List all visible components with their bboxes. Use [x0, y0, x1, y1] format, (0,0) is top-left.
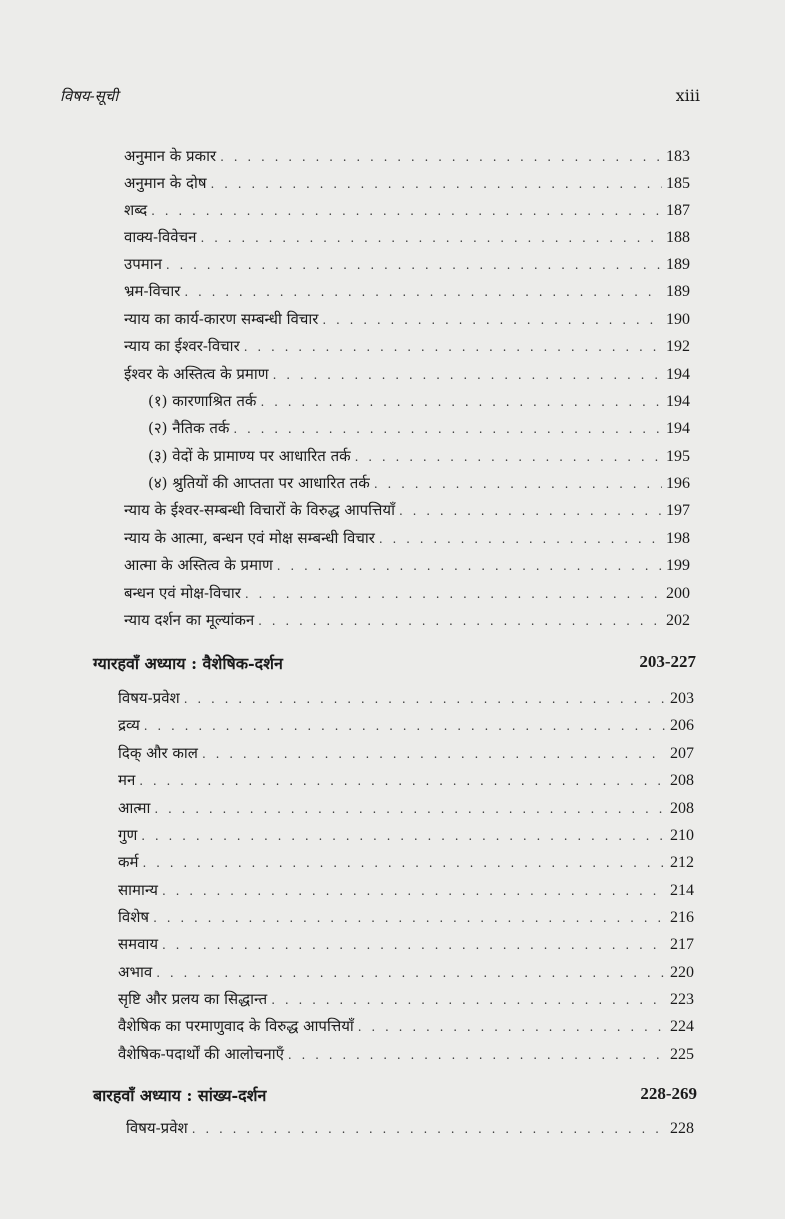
toc-entry-page: 224 — [670, 1018, 694, 1035]
toc-entry-page: 208 — [670, 772, 694, 789]
toc-entry[interactable] — [148, 446, 690, 470]
dot-leader — [154, 802, 666, 816]
toc-entry[interactable] — [118, 825, 694, 849]
dot-leader — [202, 747, 666, 761]
running-head-title: विषय-सूची — [60, 87, 119, 105]
toc-entry-title: विशेष — [118, 908, 150, 926]
toc-entry[interactable] — [118, 688, 694, 712]
toc-entry[interactable] — [124, 555, 690, 579]
toc-entry[interactable] — [118, 962, 694, 986]
dot-leader — [288, 1048, 666, 1062]
toc-entry-title: गुण — [118, 826, 138, 844]
dot-leader — [162, 938, 666, 952]
dot-leader — [162, 884, 666, 898]
toc-entry-page: 190 — [666, 311, 690, 328]
chapter-heading-12[interactable] — [93, 1084, 697, 1110]
dot-leader — [156, 966, 666, 980]
toc-entry-page: 192 — [666, 338, 690, 355]
dot-leader — [211, 177, 662, 191]
toc-entry-title: समवाय — [118, 935, 159, 953]
dot-leader — [260, 395, 662, 409]
toc-entry-title: अनुमान के दोष — [124, 174, 207, 192]
toc-entry[interactable] — [118, 1044, 694, 1068]
toc-entry[interactable] — [124, 254, 690, 278]
toc-entry[interactable] — [148, 391, 690, 415]
toc-entry-title: ईश्वर के अस्तित्व के प्रमाण — [124, 365, 269, 383]
toc-entry-page: 198 — [666, 530, 690, 547]
toc-entry[interactable] — [124, 500, 690, 524]
dot-leader — [379, 532, 662, 546]
toc-entry-title: उपमान — [124, 255, 162, 273]
dot-leader — [271, 993, 666, 1007]
toc-entry-title: सृष्टि और प्रलय का सिद्धान्त — [118, 990, 268, 1008]
dot-leader — [192, 1122, 666, 1136]
toc-entry[interactable] — [124, 146, 690, 170]
dot-leader — [355, 450, 662, 464]
toc-entry-page: 203 — [670, 690, 694, 707]
toc-entry[interactable] — [118, 743, 694, 767]
toc-entry[interactable] — [118, 989, 694, 1013]
toc-entry-title: आत्मा — [118, 799, 151, 817]
toc-entry-page: 206 — [670, 717, 694, 734]
dot-leader — [244, 340, 662, 354]
toc-entry[interactable] — [124, 583, 690, 607]
toc-entry-page: 200 — [666, 585, 690, 602]
dot-leader — [374, 477, 662, 491]
toc-entry[interactable] — [118, 798, 694, 822]
toc-entry-title: विषय-प्रवेश — [118, 689, 180, 707]
toc-entry-page: 212 — [670, 854, 694, 871]
toc-entry-page: 217 — [670, 936, 694, 953]
toc-entry-page: 223 — [670, 991, 694, 1008]
toc-entry-page: 185 — [666, 175, 690, 192]
toc-entry-page: 208 — [670, 800, 694, 817]
toc-entry-page: 228 — [670, 1120, 694, 1137]
dot-leader — [277, 559, 662, 573]
toc-entry-title: वैशेषिक-पदार्थों की आलोचनाएँ — [118, 1045, 284, 1063]
dot-leader — [141, 829, 666, 843]
toc-entry-page: 196 — [666, 475, 690, 492]
running-head — [60, 86, 700, 114]
dot-leader — [151, 204, 662, 218]
toc-entry-title: द्रव्य — [118, 716, 140, 734]
toc-entry[interactable] — [118, 907, 694, 931]
toc-entry-title: अनुमान के प्रकार — [124, 147, 217, 165]
toc-entry[interactable] — [124, 173, 690, 197]
dot-leader — [258, 614, 662, 628]
toc-entry-title: कर्म — [118, 853, 139, 871]
toc-entry-page: 194 — [666, 420, 690, 437]
toc-entry-title: विषय-प्रवेश — [126, 1119, 188, 1137]
toc-entry[interactable] — [124, 227, 690, 251]
toc-entry-page: 202 — [666, 612, 690, 629]
toc-entry-title: दिक् और काल — [118, 744, 198, 762]
chapter-title: ग्यारहवाँ अध्याय : वैशेषिक-दर्शन — [93, 654, 283, 673]
toc-entry-title: वाक्य-विवेचन — [124, 228, 197, 246]
toc-entry-page: 225 — [670, 1046, 694, 1063]
toc-entry[interactable] — [124, 309, 690, 333]
toc-entry-title: आत्मा के अस्तित्व के प्रमाण — [124, 556, 273, 574]
dot-leader — [184, 692, 666, 706]
dot-leader — [358, 1020, 666, 1034]
toc-entry-title: न्याय का ईश्वर-विचार — [124, 337, 240, 355]
toc-entry-page: 195 — [666, 448, 690, 465]
dot-leader — [153, 911, 666, 925]
toc-entry-title: अभाव — [118, 963, 153, 981]
dot-leader — [399, 504, 662, 518]
dot-leader — [245, 587, 662, 601]
toc-entry[interactable] — [118, 852, 694, 876]
toc-entry-title: न्याय दर्शन का मूल्यांकन — [124, 611, 255, 629]
toc-entry-title: न्याय के आत्मा, बन्धन एवं मोक्ष सम्बन्धी विचार — [124, 529, 375, 547]
toc-entry[interactable] — [126, 1118, 694, 1142]
toc-entry-title: (४) श्रुतियों की आप्तता पर आधारित तर्क — [148, 474, 370, 492]
toc-entry-title: (३) वेदों के प्रामाण्य पर आधारित तर्क — [148, 447, 351, 465]
toc-entry-title: मन — [118, 771, 136, 789]
toc-entry-page: 189 — [666, 283, 690, 300]
toc-entry-title: वैशेषिक का परमाणुवाद के विरुद्ध आपत्तियाँ — [118, 1017, 354, 1035]
page-number-roman: xiii — [675, 86, 700, 105]
dot-leader — [144, 719, 666, 733]
toc-entry-title: न्याय का कार्य-कारण सम्बन्धी विचार — [124, 310, 319, 328]
toc-entry-page: 194 — [666, 366, 690, 383]
toc-entry-page: 183 — [666, 148, 690, 165]
chapter-page-range: 228-269 — [640, 1084, 697, 1103]
toc-entry-title: शब्द — [124, 201, 148, 219]
toc-entry-page: 214 — [670, 882, 694, 899]
dot-leader — [200, 231, 662, 245]
toc-entry-page: 220 — [670, 964, 694, 981]
dot-leader — [184, 285, 662, 299]
toc-entry-page: 194 — [666, 393, 690, 410]
toc-entry[interactable] — [124, 281, 690, 305]
dot-leader — [273, 368, 662, 382]
toc-entry-page: 189 — [666, 256, 690, 273]
toc-entry[interactable] — [148, 418, 690, 442]
toc-entry[interactable] — [148, 473, 690, 497]
toc-entry-page: 216 — [670, 909, 694, 926]
dot-leader — [220, 150, 662, 164]
toc-entry-page: 199 — [666, 557, 690, 574]
toc-entry-title: (१) कारणाश्रित तर्क — [148, 392, 257, 410]
toc-entry-page: 210 — [670, 827, 694, 844]
toc-entry-page: 187 — [666, 202, 690, 219]
dot-leader — [166, 258, 662, 272]
toc-entry[interactable] — [124, 336, 690, 360]
toc-entry-title: बन्धन एवं मोक्ष-विचार — [124, 584, 241, 602]
toc-entry[interactable] — [118, 770, 694, 794]
dot-leader — [322, 313, 662, 327]
chapter-page-range: 203-227 — [639, 652, 696, 671]
toc-entry-title: न्याय के ईश्वर-सम्बन्धी विचारों के विरुद्ध आपत्तियाँ — [124, 501, 396, 519]
toc-entry[interactable] — [118, 934, 694, 958]
toc-entry-title: (२) नैतिक तर्क — [148, 419, 230, 437]
chapter-title: बारहवाँ अध्याय : सांख्य-दर्शन — [93, 1086, 267, 1105]
dot-leader — [143, 856, 667, 870]
toc-entry-title: सामान्य — [118, 881, 159, 899]
toc-entry[interactable] — [118, 715, 694, 739]
toc-entry-page: 207 — [670, 745, 694, 762]
toc-entry[interactable] — [124, 364, 690, 388]
toc-entry[interactable] — [118, 880, 694, 904]
chapter-heading-11[interactable] — [93, 652, 696, 678]
toc-entry-title: भ्रम-विचार — [124, 282, 181, 300]
dot-leader — [139, 774, 666, 788]
toc-entry[interactable] — [118, 1016, 694, 1040]
toc-entry[interactable] — [124, 610, 690, 634]
toc-entry[interactable] — [124, 528, 690, 552]
toc-entry-page: 197 — [666, 502, 690, 519]
dot-leader — [233, 422, 662, 436]
toc-entry[interactable] — [124, 200, 690, 224]
toc-entry-page: 188 — [666, 229, 690, 246]
